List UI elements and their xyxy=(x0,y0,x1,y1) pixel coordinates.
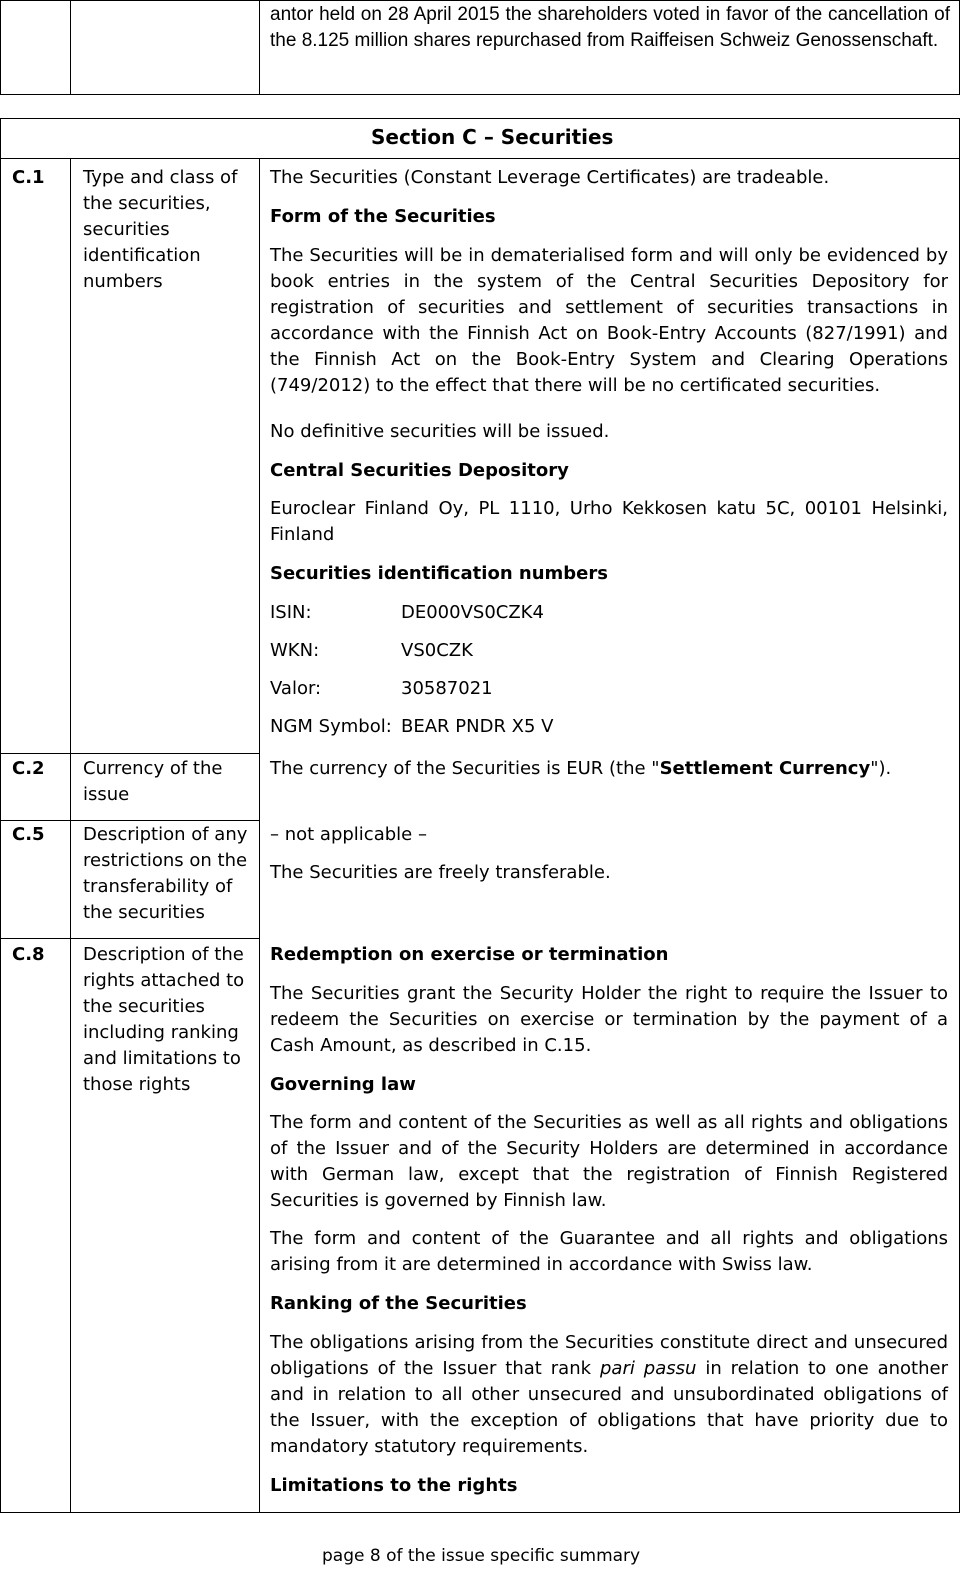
main-table-left xyxy=(0,118,1,1513)
id-value-isin: DE000VS0CZK4 xyxy=(401,602,544,623)
limitations-heading: Limitations to the rights xyxy=(270,1475,518,1496)
csd-text: Euroclear Finland Oy, PL 1110, Urho Kekkosen katu 5C, 00101 Helsinki, Finland xyxy=(270,498,948,545)
no-definitive-text: No definitive securities will be issued. xyxy=(270,421,610,442)
table-border-bottom xyxy=(0,1512,960,1513)
redemption-text: The Securities grant the Security Holder the right to require the Issuer to redeem the Securities on exercise or termination by the payment of a Cash Amount, as described in C.15. xyxy=(270,983,948,1056)
row-code-c2: C.2 xyxy=(12,758,45,779)
currency-text-after: "). xyxy=(870,758,892,779)
id-value-wkn: VS0CZK xyxy=(401,640,473,661)
main-table-code-divider xyxy=(70,158,71,1513)
ranking-heading: Ranking of the Securities xyxy=(270,1293,527,1314)
id-value-ngm: BEAR PNDR X5 V xyxy=(401,716,554,737)
top-table-line-3 xyxy=(259,0,260,95)
row-c8-border xyxy=(0,938,260,939)
id-key-valor: Valor: xyxy=(270,678,322,699)
ranking-pari-passu: pari passu xyxy=(599,1358,697,1379)
top-table-line-2 xyxy=(70,0,71,95)
row-code-c8: C.8 xyxy=(12,944,45,965)
ranking-text-after: in relation to one another and in relation to all other unsecured and unsubordinated obligations of the Issuer, with the exception of obligations that have priority due to mandatory statutory requirements. xyxy=(270,1358,948,1457)
row-code-c1: C.1 xyxy=(12,167,45,188)
row-c5-border xyxy=(0,820,260,821)
top-continuation-text: antor held on 28 April 2015 the shareholders voted in favor of the cancellation of the 8.125 million shares repurchased from Raiffeisen Schweiz Genossenschaft. xyxy=(270,4,950,51)
form-heading: Form of the Securities xyxy=(270,206,496,227)
section-heading-border xyxy=(0,158,960,159)
id-key-isin: ISIN: xyxy=(270,602,312,623)
section-border-top xyxy=(0,118,960,119)
top-table-line-1 xyxy=(0,0,1,95)
not-applicable-text: – not applicable – xyxy=(270,824,427,845)
transferable-text: The Securities are freely transferable. xyxy=(270,862,611,883)
currency-text xyxy=(270,756,891,782)
form-text: The Securities will be in dematerialised form and will only be evidenced by book entries in the system of the Central Securities Depository for registration of securities and settlement of securities transactions in accordance with the Finnish Act on Book-Entry Accounts (827/1991) and the Finnish Act on the Book-Entry System and Clearing Operations (749/2012) to the effect that there will be no certificated securities. xyxy=(270,245,948,396)
id-value-valor: 30587021 xyxy=(401,678,493,699)
top-table-border-bottom xyxy=(0,94,960,95)
row-label-c8: Description of the rights attached to the securities including ranking and limitations to those rights xyxy=(83,944,245,1095)
law-heading: Governing law xyxy=(270,1074,416,1095)
row-label-c2: Currency of the issue xyxy=(83,758,223,805)
settlement-currency-term: Settlement Currency xyxy=(659,758,871,779)
c1-intro: The Securities (Constant Leverage Certificates) are tradeable. xyxy=(270,167,830,188)
csd-heading: Central Securities Depository xyxy=(270,460,569,481)
law-text-1: The form and content of the Securities as well as all rights and obligations of the Issuer and of the Security Holders are determined in accordance with German law, except that the registration of Finnish Registered Securities is governed by Finnish law. xyxy=(270,1112,948,1211)
redemption-heading: Redemption on exercise or termination xyxy=(270,944,669,965)
row-label-c5: Description of any restrictions on the transferability of the securities xyxy=(83,824,248,923)
ids-heading: Securities identification numbers xyxy=(270,563,608,584)
id-key-wkn: WKN: xyxy=(270,640,320,661)
ranking-text xyxy=(270,1330,948,1460)
section-heading: Section C – Securities xyxy=(371,125,614,149)
page-footer: page 8 of the issue specific summary xyxy=(322,1546,641,1566)
row-c2-border xyxy=(0,753,260,754)
main-table-label-divider xyxy=(259,158,260,1513)
currency-text-before: The currency of the Securities is EUR (the " xyxy=(270,758,660,779)
id-key-ngm: NGM Symbol: xyxy=(270,716,392,737)
row-code-c5: C.5 xyxy=(12,824,45,845)
ranking-text-before: The obligations arising from the Securities constitute direct and unsecured obligations of the Issuer that rank xyxy=(270,1332,948,1379)
row-label-c1: Type and class of the securities, securities identification numbers xyxy=(83,167,238,292)
law-text-2: The form and content of the Guarantee and all rights and obligations arising from it are determined in accordance with Swiss law. xyxy=(270,1228,948,1275)
top-table-border-top xyxy=(0,0,960,1)
